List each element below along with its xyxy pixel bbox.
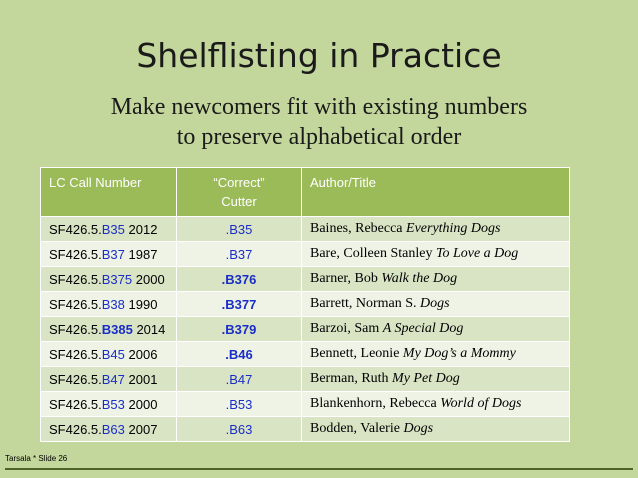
call-number-class: SF426.5. <box>49 271 102 287</box>
author-name: Bodden, Valerie <box>310 421 404 436</box>
call-number-cutter: B45 <box>101 346 125 362</box>
slide-title: Shelflisting in Practice <box>136 36 502 75</box>
call-number-year: 1987 <box>124 246 158 262</box>
slide-footer: Tarsala * Slide 26 <box>5 454 68 463</box>
subtitle-line: to preserve alphabetical order <box>176 124 462 150</box>
column-header-correct-cutter <box>177 168 302 217</box>
book-title: My Pet Dog <box>392 371 460 386</box>
call-number-cell <box>41 217 177 242</box>
call-number-year: 2012 <box>124 221 158 237</box>
author-name: Barzoi, Sam <box>310 321 383 336</box>
call-number-class: SF426.5. <box>49 246 102 262</box>
author-name: Bennett, Leonie <box>310 346 403 361</box>
call-number-cutter: B53 <box>101 396 125 412</box>
correct-cutter-cell: .B376 <box>177 267 302 292</box>
call-number-cell <box>41 392 177 417</box>
correct-cutter-cell: .B63 <box>177 417 302 442</box>
call-number-year: 2001 <box>124 371 158 387</box>
call-number-year: 2007 <box>124 421 158 437</box>
table-row <box>41 217 570 242</box>
author-name: Bare, Colleen Stanley <box>310 246 436 261</box>
call-number-class: SF426.5. <box>49 221 102 237</box>
call-number-class: SF426.5. <box>49 371 102 387</box>
correct-cutter-cell: .B53 <box>177 392 302 417</box>
table-row <box>41 342 570 367</box>
author-name: Baines, Rebecca <box>310 221 407 236</box>
correct-cutter-cell: .B47 <box>177 367 302 392</box>
call-number-cutter: B38 <box>101 296 125 312</box>
call-number-cutter: B35 <box>101 221 125 237</box>
author-name: Blankenhorn, Rebecca <box>310 396 441 411</box>
book-title: A Special Dog <box>382 321 464 336</box>
column-header-author-title: Author/Title <box>302 168 570 217</box>
table-row <box>41 317 570 342</box>
book-title: World of Dogs <box>440 396 522 411</box>
author-title-cell <box>302 317 570 342</box>
call-number-cell <box>41 242 177 267</box>
book-title: Dogs <box>403 421 434 436</box>
call-number-class: SF426.5. <box>49 346 102 362</box>
call-number-class: SF426.5. <box>49 396 102 412</box>
call-number-cell <box>41 267 177 292</box>
author-title-cell <box>302 292 570 317</box>
author-title-cell <box>302 342 570 367</box>
call-number-cutter: B385 <box>101 321 133 337</box>
slide-subtitle <box>0 92 638 152</box>
call-number-class: SF426.5. <box>49 421 102 437</box>
table-row <box>41 242 570 267</box>
book-title: Dogs <box>420 296 450 311</box>
table-row <box>41 417 570 442</box>
call-number-class: SF426.5. <box>49 296 102 312</box>
table-row <box>41 392 570 417</box>
correct-cutter-cell: .B377 <box>177 292 302 317</box>
book-title: Everything Dogs <box>406 221 501 236</box>
table-row <box>41 292 570 317</box>
subtitle-line: Make newcomers fit with existing numbers <box>110 94 528 120</box>
author-title-cell <box>302 267 570 292</box>
book-title: To Love a Dog <box>435 246 519 261</box>
author-title-cell <box>302 392 570 417</box>
correct-cutter-cell: .B37 <box>177 242 302 267</box>
call-number-cell <box>41 367 177 392</box>
correct-cutter-header-text: “Correct” Cutter <box>213 175 265 209</box>
call-number-cell <box>41 342 177 367</box>
call-number-cutter: B37 <box>101 246 125 262</box>
call-number-cutter: B47 <box>101 371 125 387</box>
shelflist-table <box>40 167 570 442</box>
author-title-cell <box>302 417 570 442</box>
author-title-cell <box>302 367 570 392</box>
call-number-cell <box>41 317 177 342</box>
call-number-year: 2014 <box>132 321 166 337</box>
author-name: Barner, Bob <box>310 271 382 286</box>
table-header-row <box>41 168 570 217</box>
book-title: Walk the Dog <box>381 271 458 286</box>
author-name: Barrett, Norman S. <box>310 296 421 311</box>
author-title-cell <box>302 242 570 267</box>
table-row <box>41 367 570 392</box>
author-name: Berman, Ruth <box>310 371 393 386</box>
book-title: My Dog’s a Mommy <box>402 346 516 361</box>
call-number-year: 2000 <box>124 396 158 412</box>
call-number-cell <box>41 417 177 442</box>
footer-divider <box>5 468 633 470</box>
call-number-cutter: B375 <box>101 271 133 287</box>
column-header-call-number: LC Call Number <box>41 168 177 217</box>
correct-cutter-cell: .B35 <box>177 217 302 242</box>
call-number-year: 2006 <box>124 346 158 362</box>
correct-cutter-cell: .B379 <box>177 317 302 342</box>
call-number-class: SF426.5. <box>49 321 102 337</box>
call-number-cutter: B63 <box>101 421 125 437</box>
table-row <box>41 267 570 292</box>
author-title-cell <box>302 217 570 242</box>
call-number-cell <box>41 292 177 317</box>
call-number-year: 2000 <box>132 271 165 287</box>
call-number-year: 1990 <box>124 296 158 312</box>
correct-cutter-cell: .B46 <box>177 342 302 367</box>
